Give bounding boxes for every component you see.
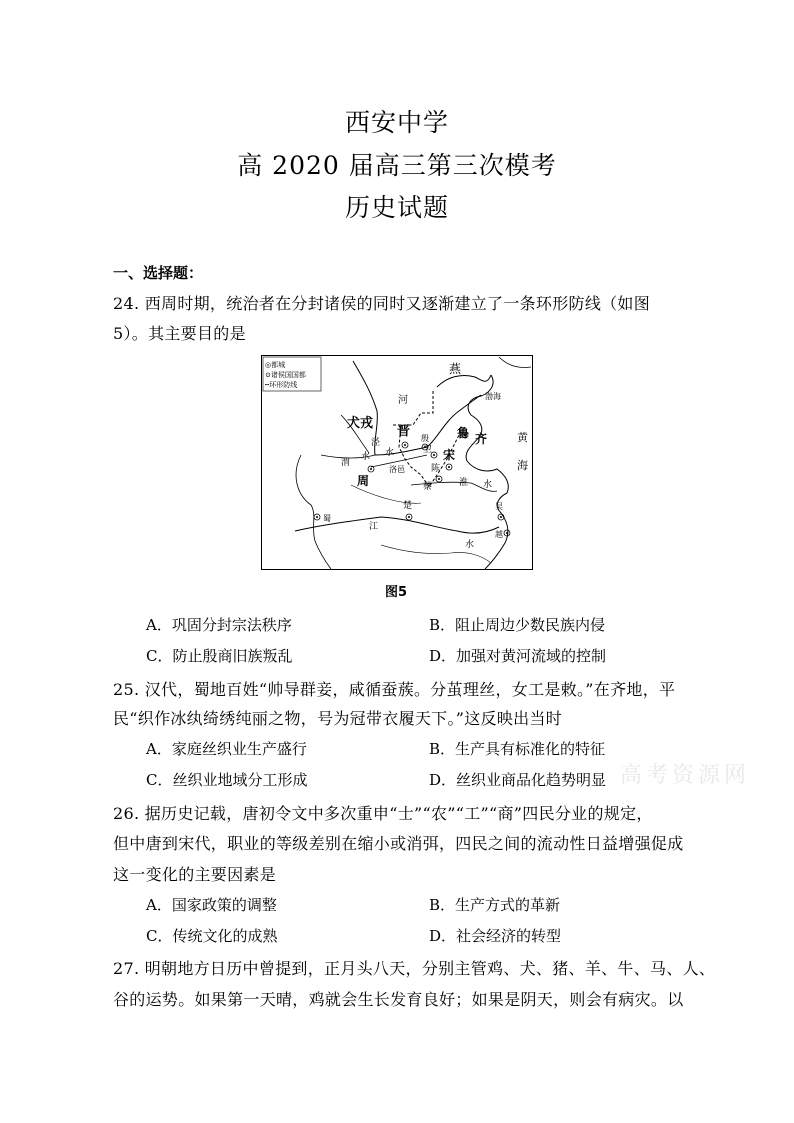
label-shui-3: 水 [483, 480, 493, 490]
q25-option-d: D．丝织业商品化趋势明显 [429, 771, 607, 789]
school-name: 西安中学 [344, 108, 449, 137]
label-qi: 齐 [475, 432, 488, 446]
label-shui-2: 水 [385, 448, 395, 458]
label-huang: 黄 [517, 431, 528, 444]
q27-stem-line-1: 27. 明朝地方日历中曾提到，正月头八天，分别主管鸡、犬、猪、羊、牛、马、人、 [113, 959, 716, 978]
q24-stem-line-1: 24. 西周时期，统治者在分封诸侯的同时又逐渐建立了一条环形防线（如图 [113, 294, 651, 313]
q26-stem-line-1: 26. 据历史记载，唐初令文中多次重申“士”“农”“工”“商”四民分业的规定， [113, 804, 653, 823]
watermark: 高考资源网 [620, 763, 751, 788]
western-zhou-map [261, 355, 533, 570]
q24-stem-line-2: 5）。其主要目的是 [113, 324, 246, 343]
label-shui-1: 水 [361, 452, 371, 462]
q25-option-c: C．丝织业地域分工形成 [146, 771, 308, 789]
label-wu: 吴 [495, 502, 503, 511]
q26-stem-line-3: 这一变化的主要因素是 [113, 865, 277, 884]
legend-capital: ◎都城 [265, 361, 286, 369]
label-huai: 淮 [459, 478, 469, 488]
label-wei-river: 渭 [341, 458, 351, 468]
label-jiang: 江 [369, 522, 379, 532]
label-jin: 晋 [397, 424, 411, 439]
q24-option-c: C．防止殷商旧族叛乱 [146, 647, 293, 665]
legend-state-capital: ⊙诸侯国国都 [265, 371, 306, 379]
label-yin: 殷 [421, 434, 429, 443]
label-luoyi: 洛邑 [389, 465, 405, 474]
q26-option-c: C．传统文化的成熟 [146, 927, 278, 945]
label-cai: 蔡 [423, 482, 433, 492]
label-shui-4: 水 [465, 540, 475, 550]
q24-option-a: A．巩固分封宗法秩序 [146, 616, 292, 634]
q24-option-b: B．阻止周边少数民族内侵 [429, 616, 606, 634]
label-yan: 燕 [449, 362, 462, 376]
q27-stem-line-2: 谷的运势。如果第一天晴，鸡就会生长发育良好；如果是阴天，则会有病灾。以 [113, 990, 684, 1009]
q25-option-b: B．生产具有标准化的特征 [429, 740, 606, 758]
label-bohai: 渤海 [485, 392, 501, 401]
q25-option-a: A．家庭丝织业生产盛行 [146, 740, 307, 758]
q25-stem-line-1: 25. 汉代，蜀地百姓“帅导群妾，咸循蚕蔟。分茧理丝，女工是敕。”在齐地，平 [113, 680, 676, 699]
label-he: 河 [398, 395, 408, 406]
q26-stem-line-2: 但中唐到宋代，职业的等级差别在缩小或消弭，四民之间的流动性日益增强促成 [113, 834, 684, 853]
label-song: 宋 [443, 448, 456, 462]
label-wey: 卫 [423, 445, 433, 455]
figure-caption: 图5 [385, 585, 408, 600]
q24-option-d: D．加强对黄河流域的控制 [429, 647, 607, 665]
label-zhou: 周 [357, 474, 370, 488]
label-lu: 鲁 [457, 426, 470, 440]
label-quanrong: 犬戎 [347, 416, 374, 431]
q26-option-b: B．生产方式的革新 [429, 896, 561, 914]
legend-defense-line: ┅环形防线 [265, 381, 298, 389]
label-chen: 陈 [431, 464, 441, 474]
label-yue: 越 [495, 530, 503, 539]
q26-option-d: D．社会经济的转型 [429, 927, 562, 945]
subject-title: 历史试题 [344, 193, 449, 222]
label-shu: 蜀 [323, 514, 331, 523]
label-jing: 泾 [371, 438, 381, 448]
q26-option-a: A．国家政策的调整 [146, 896, 277, 914]
label-chu: 楚 [403, 501, 413, 511]
q25-stem-line-2: 民“织作冰纨绮绣纯丽之物，号为冠带衣履天下。”这反映出当时 [113, 709, 563, 728]
exam-title: 高 2020 届高三第三次模考 [237, 151, 557, 180]
section-title: 一、选择题： [113, 264, 204, 282]
label-hai: 海 [517, 459, 528, 472]
